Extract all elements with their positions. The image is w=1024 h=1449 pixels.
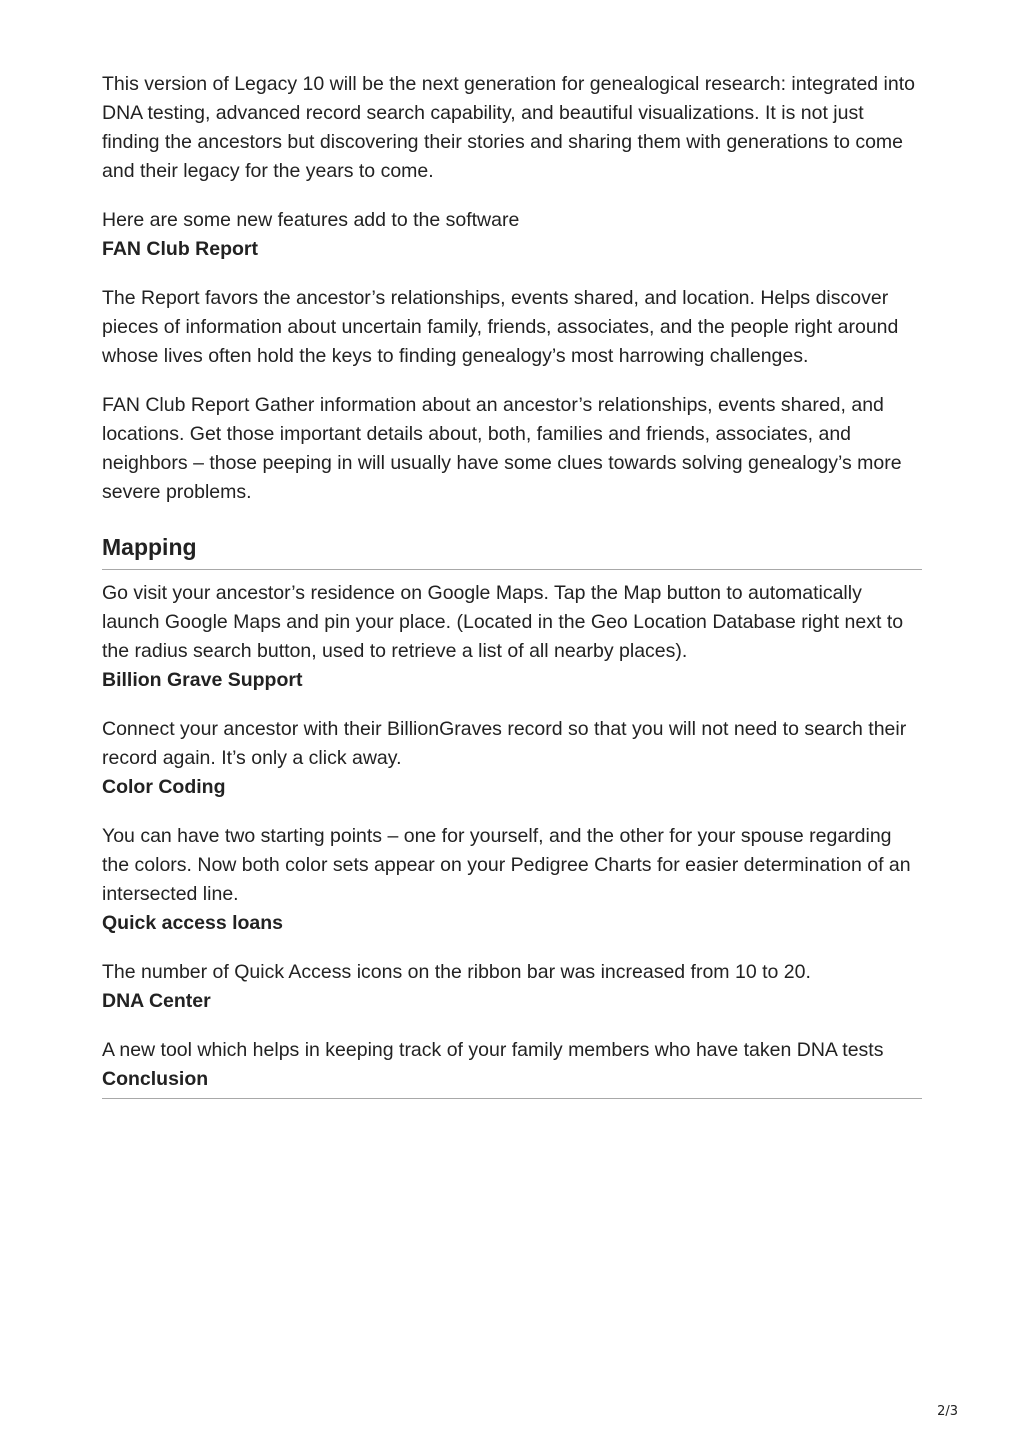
fan-club-paragraph-1: The Report favors the ancestor’s relationships, events shared, and location. Helps discover pieces of information about uncertain family, friends, associates, and the people right around whose lives often hold the keys to finding genealogy’s most harrowing challenges. [102, 287, 899, 367]
mapping-heading: Mapping [102, 532, 922, 570]
mapping-paragraph: Go visit your ancestor’s residence on Google Maps. Tap the Map button to automatically launch Google Maps and pin your place. (Located in the Geo Location Database right next to the radius search button, used to retrieve a list of all nearby places). [102, 582, 904, 662]
color-coding-heading: Color Coding [102, 776, 226, 798]
quick-access-paragraph: The number of Quick Access icons on the ribbon bar was increased from 10 to 20. [102, 961, 811, 983]
fan-club-heading: FAN Club Report [102, 238, 258, 260]
dna-center-paragraph: A new tool which helps in keeping track of your family members who have taken DNA tests [102, 1039, 884, 1061]
conclusion-heading: Conclusion [102, 1065, 922, 1099]
billion-grave-heading: Billion Grave Support [102, 669, 303, 691]
dna-center-heading: DNA Center [102, 990, 211, 1012]
fan-club-paragraph-2: FAN Club Report Gather information about an ancestor’s relationships, events shared, and locations. Get those important details about, both, families and friends, associates, and neighbors – those peeping in will usually have some clues towards solving genealogy’s more severe problems. [102, 394, 902, 503]
billion-grave-paragraph: Connect your ancestor with their BillionGraves record so that you will not need to search their record again. It’s only a click away. [102, 718, 907, 769]
quick-access-heading: Quick access loans [102, 912, 284, 934]
document-page [102, 70, 922, 1099]
page-number: 2/3 [937, 1404, 958, 1419]
features-intro-paragraph: Here are some new features add to the software [102, 209, 520, 231]
intro-paragraph: This version of Legacy 10 will be the next generation for genealogical research: integrated into DNA testing, advanced record search capability, and beautiful visualizations. It is not just finding the ancestors but discovering their stories and sharing them with generations to come and their legacy for the years to come. [102, 73, 915, 182]
color-coding-paragraph: You can have two starting points – one for yourself, and the other for your spouse regarding the colors. Now both color sets appear on your Pedigree Charts for easier determination of an intersected line. [102, 825, 911, 905]
